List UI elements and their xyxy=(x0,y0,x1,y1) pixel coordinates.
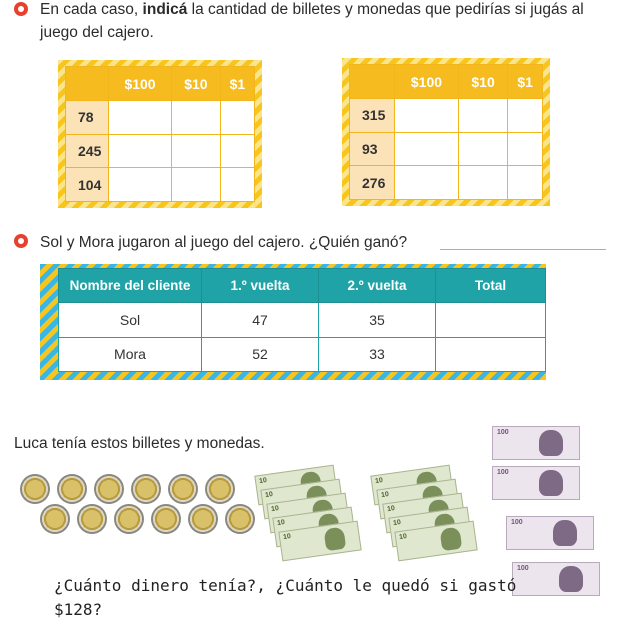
bill-10-icon: 10 xyxy=(388,507,471,548)
coin-icon xyxy=(168,474,198,504)
coin-icon xyxy=(20,474,50,504)
corner-cell xyxy=(66,67,109,101)
coin-icon xyxy=(225,504,255,534)
answer-cell[interactable] xyxy=(220,134,254,168)
answer-cell[interactable] xyxy=(458,132,507,166)
coin-icon xyxy=(77,504,107,534)
header-10: $10 xyxy=(458,65,507,99)
header-100: $100 xyxy=(395,65,459,99)
bill-100-icon: 100 xyxy=(492,466,580,500)
answer-cell[interactable] xyxy=(109,134,172,168)
bill-10-icon: 10 xyxy=(370,465,453,506)
results-table xyxy=(58,268,546,372)
final-question: ¿Cuánto dinero tenía?, ¿Cuánto le quedó si gastó $128? xyxy=(54,576,517,619)
answer-cell[interactable] xyxy=(458,99,507,133)
coin-icon xyxy=(94,474,124,504)
answer-cell[interactable] xyxy=(220,168,254,202)
instruction-text: En cada caso, indicá la cantidad de billetes y monedas que pedirías si jugás al juego del cajero. xyxy=(40,1,584,41)
answer-cell[interactable] xyxy=(508,99,543,133)
bill-100-icon: 100 xyxy=(512,562,600,596)
answer-cell[interactable] xyxy=(172,134,221,168)
row-label: 78 xyxy=(66,101,109,135)
header-round1: 1.º vuelta xyxy=(202,269,319,303)
total-cell[interactable] xyxy=(436,337,546,372)
coin-icon xyxy=(57,474,87,504)
bill-10-icon: 10 xyxy=(376,479,459,520)
row-label: 93 xyxy=(350,132,395,166)
round2-value: 33 xyxy=(319,337,436,372)
total-cell[interactable] xyxy=(436,303,546,338)
answer-cell[interactable] xyxy=(109,101,172,135)
answer-cell[interactable] xyxy=(172,168,221,202)
round1-value: 52 xyxy=(202,337,319,372)
row-label: 104 xyxy=(66,168,109,202)
client-name: Mora xyxy=(59,337,202,372)
bill-10-icon: 10 xyxy=(266,493,349,534)
answer-cell[interactable] xyxy=(458,166,507,200)
bill-10-icon: 10 xyxy=(394,521,477,562)
header-10: $10 xyxy=(172,67,221,101)
intro-text: Luca tenía estos billetes y monedas. xyxy=(14,435,265,452)
bill-100-icon: 100 xyxy=(506,516,594,550)
answer-cell[interactable] xyxy=(220,101,254,135)
bill-100-icon: 100 xyxy=(492,426,580,460)
coin-icon xyxy=(188,504,218,534)
table-right xyxy=(349,64,543,200)
coin-icon xyxy=(114,504,144,534)
coin-icon xyxy=(131,474,161,504)
round2-value: 35 xyxy=(319,303,436,338)
answer-cell[interactable] xyxy=(395,166,459,200)
row-label: 245 xyxy=(66,134,109,168)
question-text: Sol y Mora jugaron al juego del cajero. ¿Quién ganó? xyxy=(40,234,408,251)
bill-10-icon: 10 xyxy=(254,465,337,506)
header-1: $1 xyxy=(220,67,254,101)
answer-cell[interactable] xyxy=(508,166,543,200)
bullet-icon xyxy=(14,2,28,16)
round1-value: 47 xyxy=(202,303,319,338)
header-total: Total xyxy=(436,269,546,303)
bill-10-icon: 10 xyxy=(260,479,343,520)
answer-cell[interactable] xyxy=(395,99,459,133)
table-left xyxy=(65,66,255,202)
coin-icon xyxy=(205,474,235,504)
client-name: Sol xyxy=(59,303,202,338)
bill-10-icon: 10 xyxy=(382,493,465,534)
bill-10-icon: 10 xyxy=(278,521,361,562)
bullet-icon xyxy=(14,234,28,248)
row-label: 315 xyxy=(350,99,395,133)
answer-line[interactable] xyxy=(440,249,606,250)
row-label: 276 xyxy=(350,166,395,200)
corner-cell xyxy=(350,65,395,99)
answer-cell[interactable] xyxy=(109,168,172,202)
header-1: $1 xyxy=(508,65,543,99)
header-name: Nombre del cliente xyxy=(59,269,202,303)
coin-icon xyxy=(151,504,181,534)
answer-cell[interactable] xyxy=(508,132,543,166)
coin-icon xyxy=(40,504,70,534)
bill-10-icon: 10 xyxy=(272,507,355,548)
answer-cell[interactable] xyxy=(395,132,459,166)
header-round2: 2.º vuelta xyxy=(319,269,436,303)
answer-cell[interactable] xyxy=(172,101,221,135)
header-100: $100 xyxy=(109,67,172,101)
